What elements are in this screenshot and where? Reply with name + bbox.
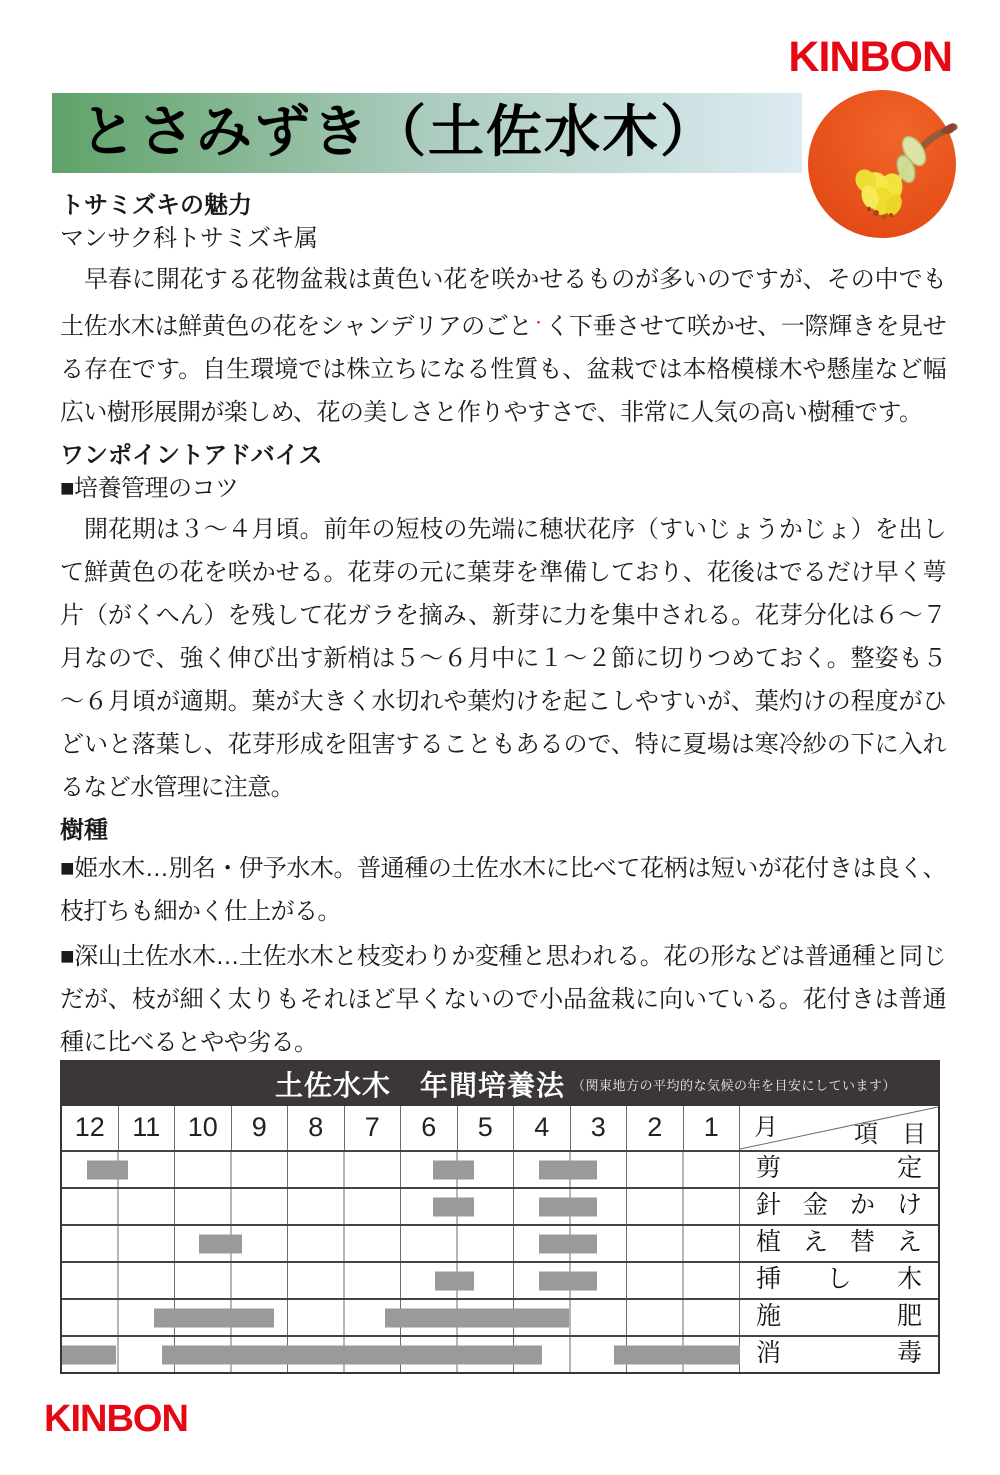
row-timeline bbox=[62, 1337, 740, 1372]
calendar-subtitle: （関東地方の平均的な気候の年を目安にしています） bbox=[572, 1077, 897, 1093]
period-bar bbox=[62, 1345, 116, 1364]
period-bar bbox=[385, 1308, 569, 1327]
care-calendar-table bbox=[60, 1060, 940, 1374]
month-cell: 6 bbox=[401, 1106, 458, 1150]
row-timeline bbox=[62, 1189, 740, 1224]
intro-text-after-dot: く下垂させて咲かせ、一際輝きを見せる存在です。自生環境では株立ちになる性質も、盆栽では本格模様木や懸崖など幅広い樹形展開が楽しめ、花の美しさと作りやすさで、非常に人気の高い樹種です。 bbox=[60, 313, 946, 426]
calendar-row bbox=[62, 1187, 938, 1224]
month-cell: 12 bbox=[62, 1106, 119, 1150]
period-bar bbox=[87, 1160, 127, 1179]
period-bar bbox=[433, 1160, 474, 1179]
period-bar bbox=[539, 1160, 597, 1179]
row-timeline bbox=[62, 1263, 740, 1298]
row-label: 針金かけ bbox=[756, 1191, 922, 1219]
month-cell: 10 bbox=[175, 1106, 232, 1150]
kinbon-logo-top: KINBON bbox=[788, 33, 952, 81]
calendar-row bbox=[62, 1335, 938, 1372]
period-bar bbox=[154, 1308, 274, 1327]
row-label: 消毒 bbox=[756, 1339, 922, 1367]
row-label: 挿し木 bbox=[756, 1265, 922, 1293]
kinbon-logo-bottom: KINBON bbox=[44, 1398, 188, 1440]
row-label: 剪定 bbox=[756, 1154, 922, 1182]
calendar-row bbox=[62, 1298, 938, 1335]
period-bar bbox=[199, 1234, 242, 1253]
section-heading-charm: トサミズキの魅力 bbox=[60, 192, 252, 219]
calendar-row bbox=[62, 1261, 938, 1298]
period-bar bbox=[539, 1271, 597, 1290]
calendar-rows bbox=[62, 1152, 938, 1372]
row-label: 植え替え bbox=[756, 1228, 922, 1256]
month-cell: 9 bbox=[232, 1106, 289, 1150]
red-dot-mark: ・ bbox=[532, 315, 546, 330]
period-bar bbox=[614, 1345, 740, 1364]
corner-cell bbox=[740, 1106, 938, 1150]
month-cell: 1 bbox=[684, 1106, 741, 1150]
calendar-title-bar bbox=[62, 1062, 938, 1106]
article bbox=[60, 192, 946, 1064]
month-cell: 7 bbox=[345, 1106, 402, 1150]
calendar-month-header bbox=[62, 1106, 938, 1152]
section-heading-species: 樹種 bbox=[60, 817, 108, 844]
period-bar bbox=[162, 1345, 542, 1364]
period-bar bbox=[435, 1271, 475, 1290]
corner-month-label: 月 bbox=[754, 1114, 778, 1141]
month-cell: 2 bbox=[627, 1106, 684, 1150]
month-cell: 8 bbox=[288, 1106, 345, 1150]
month-cell: 5 bbox=[458, 1106, 515, 1150]
calendar-row bbox=[62, 1152, 938, 1187]
row-timeline bbox=[62, 1300, 740, 1335]
period-bar bbox=[539, 1197, 597, 1216]
row-label: 施肥 bbox=[756, 1302, 922, 1330]
period-bar bbox=[433, 1197, 474, 1216]
paragraph-intro bbox=[60, 258, 946, 434]
calendar-title: 土佐水木 年間培養法 bbox=[275, 1071, 566, 1102]
calendar-row bbox=[62, 1224, 938, 1261]
page-title: とさみずき（土佐水木） bbox=[80, 102, 718, 164]
paragraph-himemizuki: ■姫水木…別名・伊予水木。普通種の土佐水木に比べて花柄は短いが花付きは良く、枝打ちも細かく仕上がる。 bbox=[60, 855, 946, 925]
row-timeline bbox=[62, 1152, 740, 1187]
month-cell: 11 bbox=[119, 1106, 176, 1150]
title-banner bbox=[52, 93, 802, 173]
month-cells bbox=[62, 1106, 740, 1150]
period-bar bbox=[539, 1234, 597, 1253]
row-timeline bbox=[62, 1226, 740, 1261]
subheading-care-tips: ■培養管理のコツ bbox=[60, 475, 239, 502]
corner-item-label: 項 目 bbox=[854, 1121, 926, 1148]
month-cell: 4 bbox=[514, 1106, 571, 1150]
intro-text-before-dot: 早春に開花する花物盆栽は黄色い花を咲かせるものが多いのですが、その中でも土佐水木は鮮黄色の花をシャンデリアのごと bbox=[60, 266, 946, 340]
paragraph-miyama-tosamizuki: ■深山土佐水木…土佐水木と枝変わりか変種と思われる。花の形などは普通種と同じだが、枝が細く太りもそれほど早くないので小品盆栽に向いている。花付きは普通種に比べるとやや劣る。 bbox=[60, 943, 946, 1056]
taxonomy-line: マンサク科トサミズキ属 bbox=[60, 225, 318, 252]
section-heading-advice: ワンポイントアドバイス bbox=[60, 442, 323, 469]
month-cell: 3 bbox=[571, 1106, 628, 1150]
paragraph-care: 開花期は３～４月頃。前年の短枝の先端に穂状花序（すいじょうかじょ）を出して鮮黄色の花を咲かせる。花芽の元に葉芽を準備しており、花後はでるだけ早く萼片（がくへん）を残して花ガラを摘み、新芽に力を集中される。花芽分化は６～７月なので、強く伸び出す新梢は５～６月中に１～２節に切りつめておく。整姿も５～６月頃が適期。葉が大きく水切れや葉灼けを起こしやすいが、葉灼けの程度がひどいと落葉し、花芽形成を阻害することもあるので、特に夏場は寒冷紗の下に入れるなど水管理に注意。 bbox=[60, 516, 946, 801]
